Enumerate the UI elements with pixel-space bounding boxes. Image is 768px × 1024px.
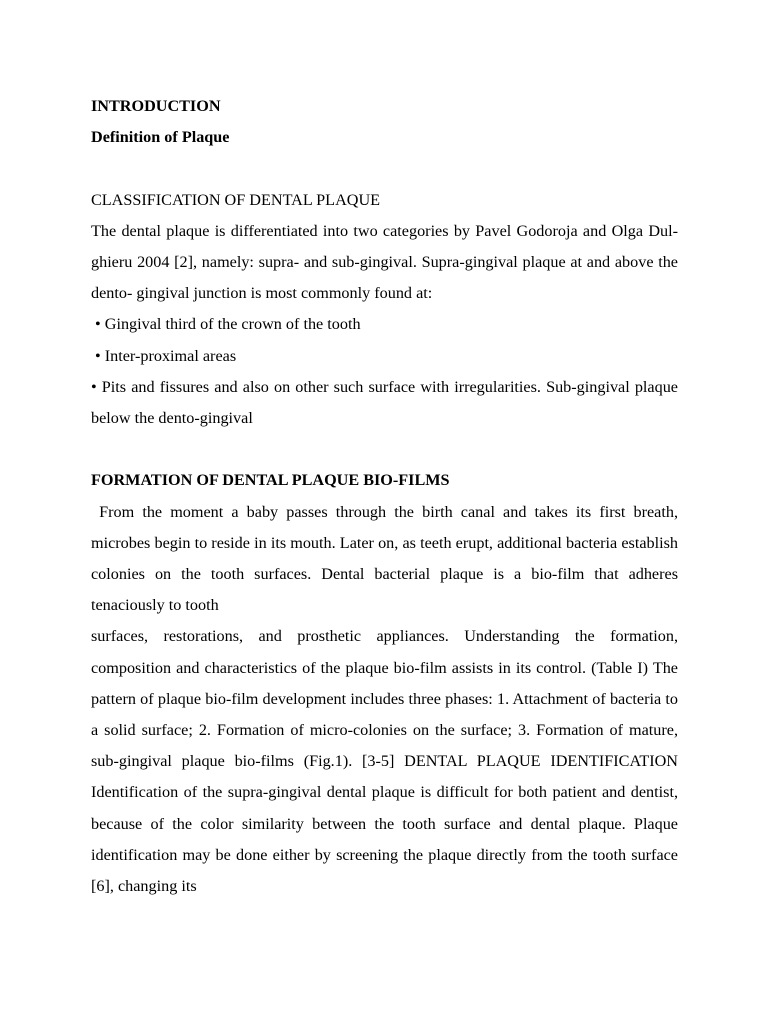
bullet-item-inter-proximal: • Inter-proximal areas bbox=[91, 346, 237, 365]
heading-definition-of-plaque: Definition of Plaque bbox=[91, 128, 230, 147]
document-body bbox=[91, 91, 683, 902]
bullet-item-gingival-third: • Gingival third of the crown of the tooth bbox=[91, 315, 361, 334]
blank-line bbox=[91, 434, 678, 465]
heading-classification: CLASSIFICATION OF DENTAL PLAQUE bbox=[91, 190, 381, 209]
heading-formation: FORMATION OF DENTAL PLAQUE BIO-FILMS bbox=[91, 471, 450, 490]
classification-paragraph: The dental plaque is differentiated into two categories by Pavel Godoroja and Olga Dul- ghieru 2004 [2], namely: supra- and sub-gingival. Supra-gingival plaque at and above the dento- gingival junction is most commonly found at: bbox=[91, 221, 678, 303]
formation-paragraph-1: From the moment a baby passes through the birth canal and takes its first breath, microbes begin to reside in its mouth. Later on, as teeth erupt, additional bacteria establish colonies on the tooth surfaces. Dental bacterial plaque is a bio-film that adheres tenaciously to tooth bbox=[91, 502, 683, 615]
formation-paragraph-2: surfaces, restorations, and prosthetic appliances. Understanding the formation, composition and characteristics of the plaque bio-film assists in its control. (Table I) The pattern of plaque bio-film development includes three phases: 1. Attachment of bacteria to a solid surface; 2. Formation of micro-colonies on the surface; 3. Formation of mature, sub-gingival plaque bio-films (Fig.1). [3-5] DENTAL PLAQUE IDENTIFICATION Identification of the supra-gingival dental plaque is difficult for both patient and dentist, because of the color similarity between the tooth surface and dental plaque. Plaque identification may be done either by screening the plaque directly from the tooth surface [6], changing its bbox=[91, 627, 678, 895]
bullet-item-pits-and-fissures: • Pits and fissures and also on other such surface with irregularities. Sub-gingival plaque below the dento-gingival bbox=[91, 377, 678, 427]
heading-introduction: INTRODUCTION bbox=[91, 97, 221, 115]
blank-line bbox=[91, 153, 678, 184]
